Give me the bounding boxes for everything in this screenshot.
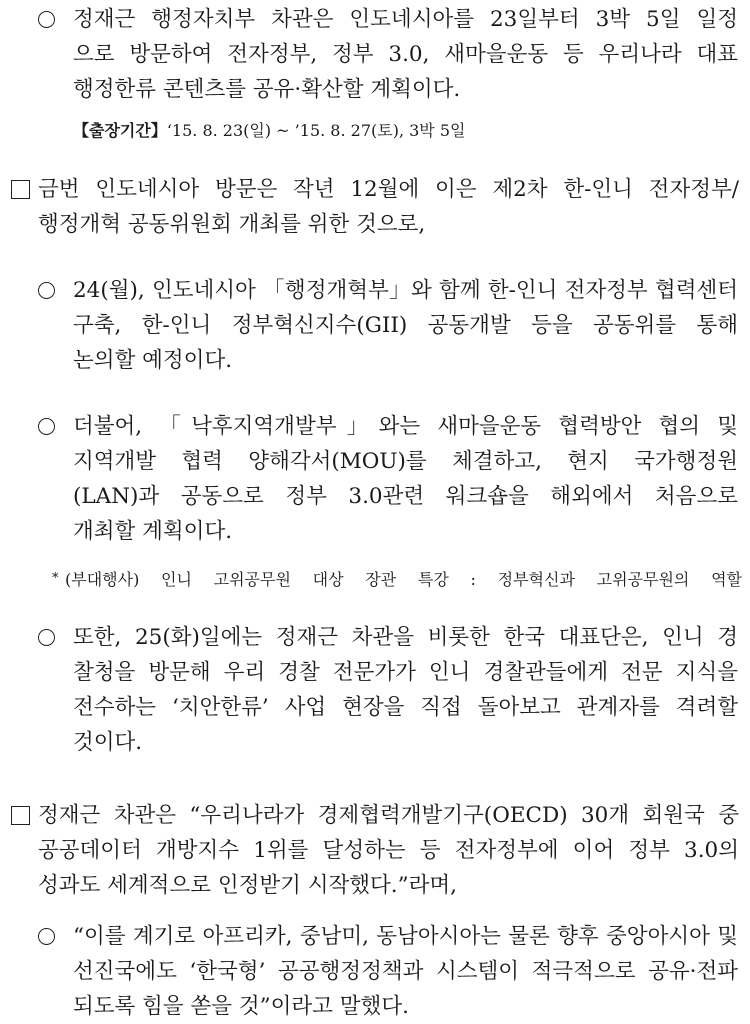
asterisk-icon: *: [52, 571, 59, 586]
circle-bullet-icon: [38, 629, 55, 646]
bullet-paragraph: [38, 409, 738, 549]
section-paragraph: [11, 798, 739, 903]
bullet-paragraph: [38, 2, 738, 107]
circle-bullet-icon: [38, 928, 55, 945]
trip-period-label: 【출장기간】: [73, 121, 167, 140]
bullet-paragraph: [38, 919, 738, 1024]
square-bullet-icon: [11, 806, 30, 825]
paragraph-line: 으로 방문하여 전자정부, 정부 3.0, 새마을운동 등 우리나라 대표: [73, 42, 738, 67]
paragraph-line: 것이다.: [73, 730, 143, 755]
paragraph-line: (LAN)과 공동으로 정부 3.0관련 워크숍을 해외에서 처음으로: [73, 484, 738, 509]
paragraph-line: 정재근 행정자치부 차관은 인도네시아를 23일부터 3박 5일 일정: [73, 7, 738, 32]
paragraph-line: 지역개발 협력 양해각서(MOU)를 체결하고, 현지 국가행정원: [73, 449, 738, 474]
trip-period-text: ‘15. 8. 23(일) ~ ’15. 8. 27(토), 3박 5일: [166, 121, 466, 140]
paragraph-line: 또한, 25(화)일에는 정재근 차관을 비롯한 한국 대표단은, 인니 경: [73, 625, 738, 650]
paragraph-line: 논의할 예정이다.: [73, 348, 233, 373]
square-bullet-icon: [11, 180, 30, 199]
circle-bullet-icon: [38, 282, 55, 299]
paragraph-line: 정재근 차관은 “우리나라가 경제협력개발기구(OECD) 30개 회원국 중: [38, 803, 739, 828]
circle-bullet-icon: [38, 11, 55, 28]
paragraph-line: 더불어, 「낙후지역개발부」와는 새마을운동 협력방안 협의 및: [73, 414, 738, 439]
section-paragraph: [11, 172, 739, 242]
paragraph-line: 전수하는 ‘치안한류’ 사업 현장을 직접 돌아보고 관계자를 격려할: [73, 695, 738, 720]
paragraph-line: 행정개혁 공동위원회 개최를 위한 것으로,: [38, 212, 426, 237]
paragraph-line: 되도록 힘을 쏟을 것”이라고 말했다.: [73, 994, 409, 1019]
circle-bullet-icon: [38, 418, 55, 435]
paragraph-line: 금번 인도네시아 방문은 작년 12월에 이은 제2차 한-인니 전자정부/: [38, 177, 739, 202]
paragraph-line: 성과도 세계적으로 인정받기 시작했다.”라며,: [38, 873, 458, 898]
paragraph-line: 선진국에도 ‘한국형’ 공공행정정책과 시스템이 적극적으로 공유·전파: [73, 959, 738, 984]
footnote: [52, 568, 742, 592]
paragraph-line: 공공데이터 개방지수 1위를 달성하는 등 전자정부에 이어 정부 3.0의: [38, 838, 739, 863]
bullet-paragraph: [38, 273, 738, 378]
trip-period-note: [73, 119, 733, 143]
paragraph-line: 찰청을 방문해 우리 경찰 전문가가 인니 경찰관들에게 전문 지식을: [73, 660, 738, 685]
bullet-paragraph: [38, 620, 738, 760]
footnote-text: (부대행사) 인니 고위공무원 대상 장관 특강 : 정부혁신과 고위공무원의 역할: [65, 570, 742, 589]
paragraph-line: “이를 계기로 아프리카, 중남미, 동남아시아는 물론 향후 중앙아시아 및: [73, 924, 738, 949]
paragraph-line: 구축, 한-인니 정부혁신지수(GII) 공동개발 등을 공동위를 통해: [73, 313, 738, 338]
paragraph-line: 행정한류 콘텐츠를 공유·확산할 계획이다.: [73, 77, 461, 102]
paragraph-line: 개최할 계획이다.: [73, 519, 233, 544]
paragraph-line: 24(월), 인도네시아 「행정개혁부」와 함께 한-인니 전자정부 협력센터: [73, 278, 738, 303]
